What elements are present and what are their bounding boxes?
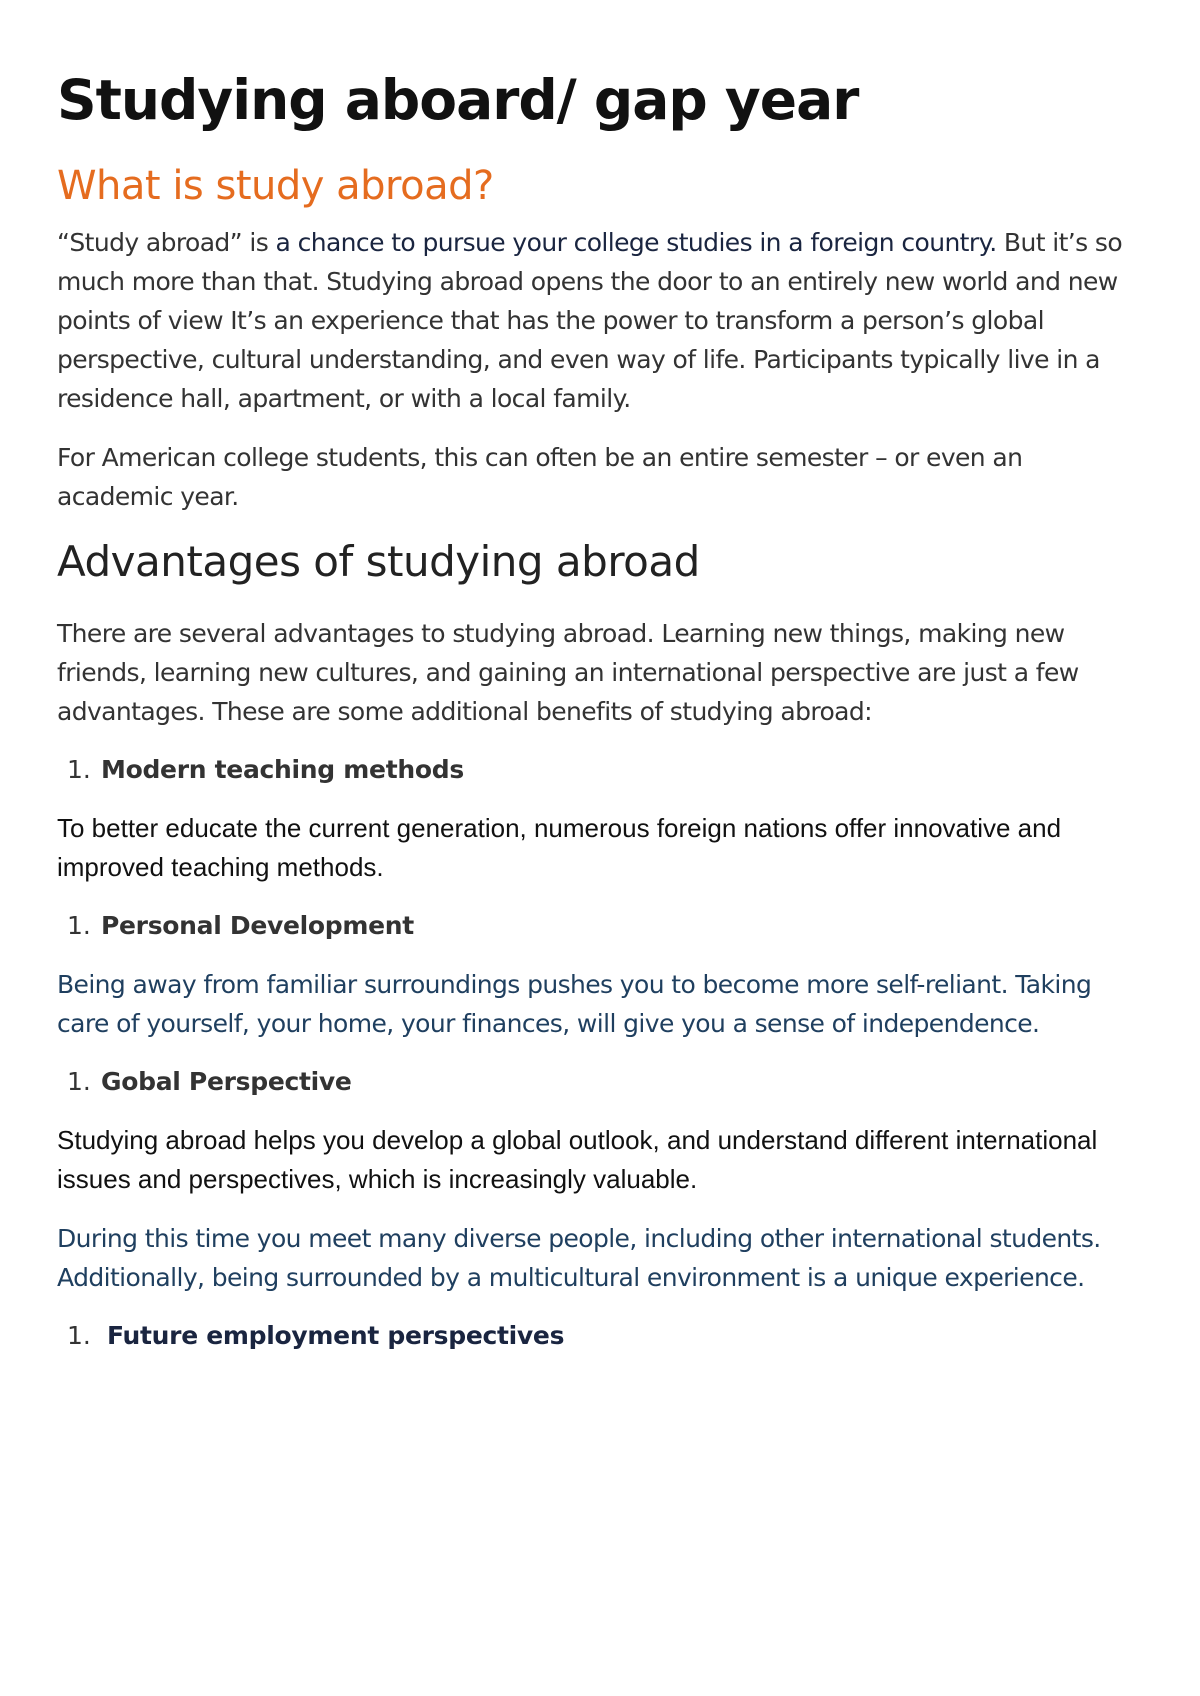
list-number: 1. <box>67 755 91 784</box>
paragraph-personal-development: Being away from familiar surroundings pushes you to become more self-reliant. Taking care of yourself, your home, your finances, will give you a sense of independence. <box>57 970 1092 1038</box>
list-item-future-employment <box>57 1317 1140 1355</box>
page-title: Studying aboard/ gap year <box>57 68 859 132</box>
definition-highlight: a chance to pursue your college studies in a foreign country. <box>275 228 997 257</box>
list-number: 1. <box>67 911 91 940</box>
section-heading-what-is-study-abroad: What is study abroad? <box>57 163 494 209</box>
list-item-modern-teaching <box>57 751 1140 789</box>
paragraph-modern-teaching: To better educate the current generation, numerous foreign nations offer innovative and improved teaching methods. <box>57 813 1062 882</box>
list-number: 1. <box>67 1321 91 1350</box>
list-label: Future employment perspectives <box>107 1321 565 1350</box>
definition-lead: “Study abroad” is <box>57 228 276 257</box>
paragraph-definition <box>57 223 1140 418</box>
paragraph-american-students: For American college students, this can often be an entire semester – or even an academic year. <box>57 443 1023 511</box>
section-heading-advantages: Advantages of studying abroad <box>57 537 700 586</box>
list-item-personal-development <box>57 907 1140 945</box>
list-label: Modern teaching methods <box>101 755 464 784</box>
list-item-global-perspective <box>57 1063 1140 1101</box>
list-label: Personal Development <box>101 911 414 940</box>
definition-rest: But it’s so much more than that. Studying abroad opens the door to an entirely new world and new points of view It’s an experience that has the power to transform a person’s global perspective, cultural understanding, and even way of life. Participants typically live in a residence hall, apartment, or with a local family. <box>57 228 1123 413</box>
paragraph-advantages-intro: There are several advantages to studying abroad. Learning new things, making new friends, learning new cultures, and gaining an international perspective are just a few advantages. These are some additional benefits of studying abroad: <box>57 619 1079 726</box>
paragraph-global-perspective: Studying abroad helps you develop a global outlook, and understand different international issues and perspectives, which is increasingly valuable. <box>57 1125 1098 1194</box>
list-label: Gobal Perspective <box>101 1067 352 1096</box>
paragraph-diverse-people: During this time you meet many diverse people, including other international students. Additionally, being surrounded by a multicultural environment is a unique experience. <box>57 1224 1101 1292</box>
list-number: 1. <box>67 1067 91 1096</box>
